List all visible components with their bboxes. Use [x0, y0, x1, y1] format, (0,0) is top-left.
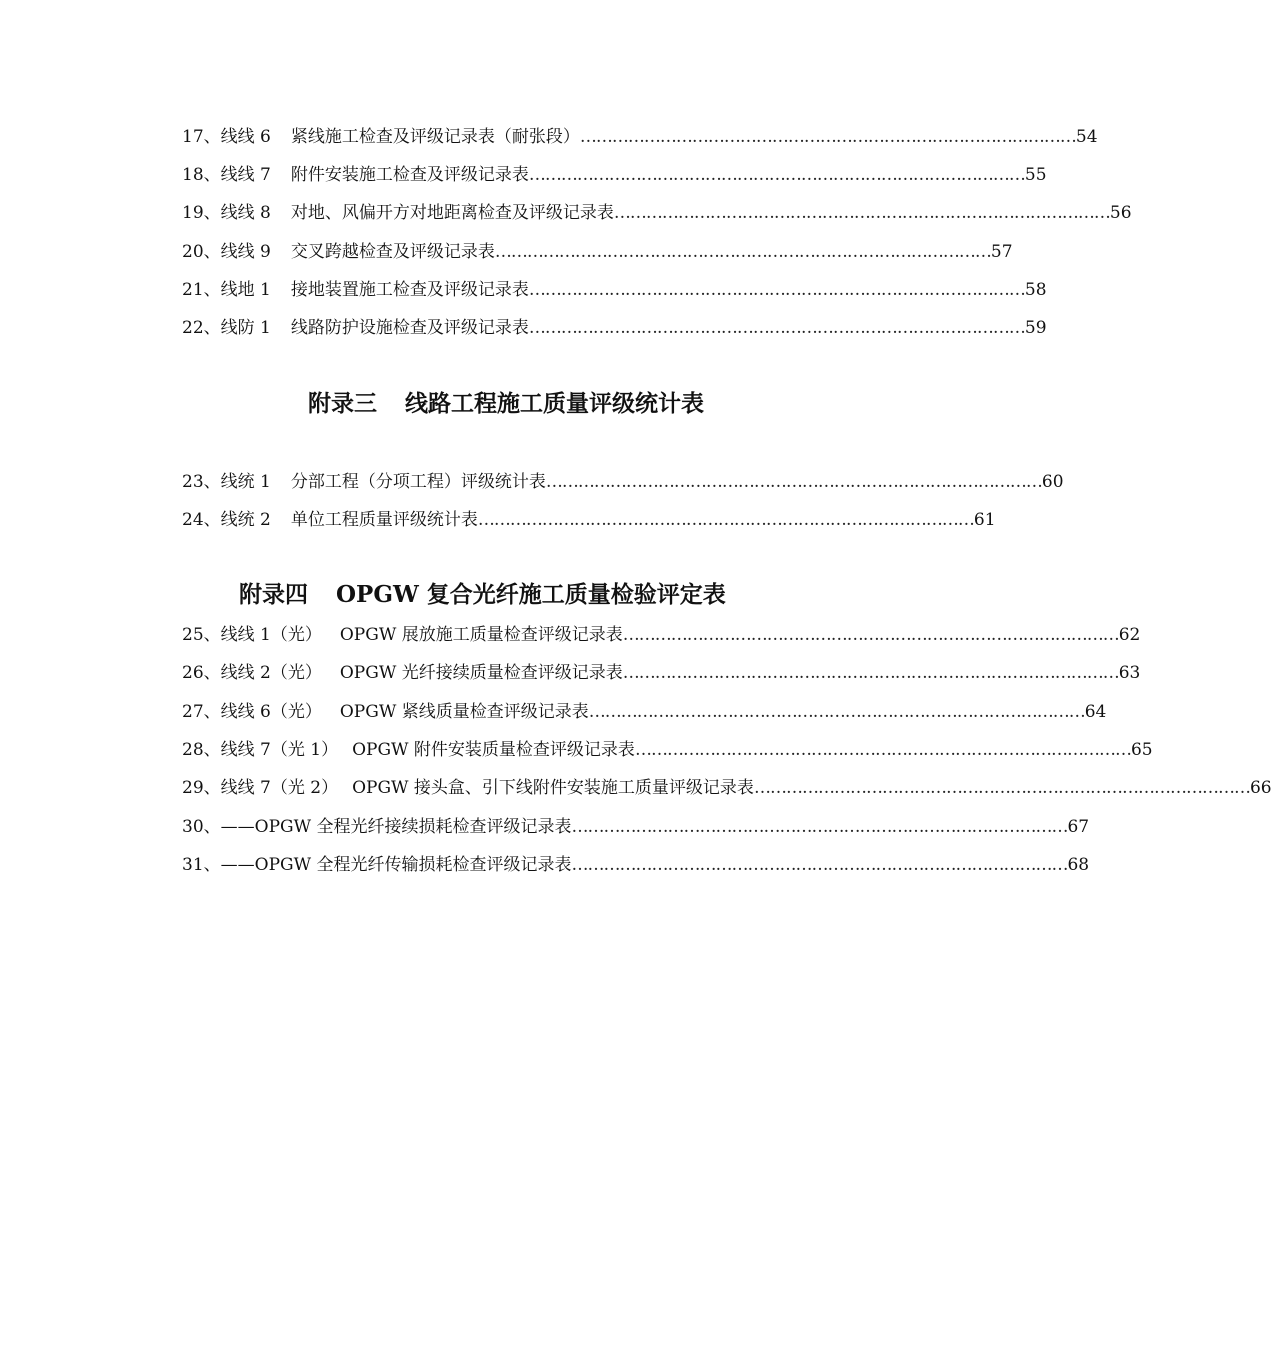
toc-entry-29: [182, 776, 1272, 800]
entry-page-number: 63: [1118, 663, 1141, 683]
entry-number: 18、: [182, 165, 221, 185]
entry-code: 线防 1: [220, 318, 271, 338]
entry-page-number: 56: [1109, 203, 1132, 223]
dot-leader: …………………………………………………………………………………: [753, 778, 1250, 798]
entry-code: 线线 9: [220, 242, 271, 262]
entry-page-number: 64: [1084, 702, 1107, 722]
entry-title: OPGW 紧线质量检查评级记录表: [339, 702, 589, 722]
entry-number: 23、: [182, 472, 221, 492]
entry-title: ——OPGW 全程光纤传输损耗检查评级记录表: [220, 855, 572, 875]
entry-page-number: 59: [1024, 318, 1047, 338]
entry-code: 线线 2（光）: [220, 663, 322, 683]
entry-code: 线地 1: [220, 280, 271, 300]
entry-title: OPGW 光纤接续质量检查评级记录表: [339, 663, 623, 683]
entry-number: 28、: [182, 740, 221, 760]
entry-title: OPGW 附件安装质量检查评级记录表: [352, 740, 635, 760]
appendix-label: 附录三: [308, 390, 377, 417]
toc-entry-22: [182, 316, 1047, 340]
entry-title: ——OPGW 全程光纤接续损耗检查评级记录表: [220, 817, 572, 837]
entry-title: 接地装置施工检查及评级记录表: [290, 280, 529, 300]
dot-leader: …………………………………………………………………………………: [622, 663, 1119, 683]
dot-leader: …………………………………………………………………………………: [494, 242, 991, 262]
entry-number: 24、: [182, 510, 221, 530]
entry-title: 对地、风偏开方对地距离检查及评级记录表: [290, 203, 614, 223]
toc-entry-25: [182, 623, 1141, 647]
dot-leader: …………………………………………………………………………………: [613, 203, 1110, 223]
entry-number: 30、: [182, 817, 221, 837]
entry-page-number: 62: [1118, 625, 1141, 645]
dot-leader: …………………………………………………………………………………: [579, 127, 1076, 147]
entry-code: 线统 2: [220, 510, 271, 530]
entry-page-number: 55: [1024, 165, 1047, 185]
appendix-4-heading: [239, 579, 726, 611]
entry-title: 紧线施工检查及评级记录表（耐张段）: [290, 127, 580, 147]
entry-code: 线线 8: [220, 203, 271, 223]
toc-entry-26: [182, 661, 1141, 685]
entry-number: 22、: [182, 318, 221, 338]
entry-number: 25、: [182, 625, 221, 645]
toc-entry-17: [182, 125, 1098, 149]
appendix-3-heading: [308, 388, 704, 420]
entry-code: 线线 7: [220, 165, 271, 185]
entry-code: 线线 7（光 2）: [220, 778, 339, 798]
entry-page-number: 68: [1067, 855, 1090, 875]
entry-page-number: 58: [1024, 280, 1047, 300]
entry-code: 线线 6: [220, 127, 271, 147]
dot-leader: …………………………………………………………………………………: [528, 280, 1025, 300]
entry-number: 17、: [182, 127, 221, 147]
toc-entry-20: [182, 240, 1013, 264]
toc-entry-21: [182, 278, 1047, 302]
dot-leader: …………………………………………………………………………………: [571, 855, 1068, 875]
entry-number: 29、: [182, 778, 221, 798]
entry-title: OPGW 接头盒、引下线附件安装施工质量评级记录表: [352, 778, 754, 798]
appendix-title: OPGW 复合光纤施工质量检验评定表: [336, 581, 726, 608]
entry-title: 交叉跨越检查及评级记录表: [290, 242, 495, 262]
entry-number: 21、: [182, 280, 221, 300]
entry-number: 31、: [182, 855, 221, 875]
toc-entry-28: [182, 738, 1153, 762]
entry-title: 单位工程质量评级统计表: [290, 510, 478, 530]
entry-page-number: 67: [1067, 817, 1090, 837]
entry-page-number: 54: [1075, 127, 1098, 147]
entry-title: 分部工程（分项工程）评级统计表: [290, 472, 546, 492]
dot-leader: …………………………………………………………………………………: [528, 318, 1025, 338]
toc-entry-23: [182, 470, 1064, 494]
entry-title: OPGW 展放施工质量检查评级记录表: [339, 625, 623, 645]
entry-code: 线线 1（光）: [220, 625, 322, 645]
dot-leader: …………………………………………………………………………………: [477, 510, 974, 530]
dot-leader: …………………………………………………………………………………: [528, 165, 1025, 185]
dot-leader: …………………………………………………………………………………: [622, 625, 1119, 645]
entry-title: 线路防护设施检查及评级记录表: [290, 318, 529, 338]
dot-leader: …………………………………………………………………………………: [545, 472, 1042, 492]
toc-entry-19: [182, 201, 1132, 225]
entry-page-number: 66: [1249, 778, 1272, 798]
entry-code: 线线 6（光）: [220, 702, 322, 722]
dot-leader: …………………………………………………………………………………: [588, 702, 1085, 722]
entry-page-number: 57: [990, 242, 1013, 262]
entry-code: 线统 1: [220, 472, 271, 492]
toc-entry-31: [182, 853, 1090, 877]
entry-page-number: 61: [973, 510, 996, 530]
entry-number: 19、: [182, 203, 221, 223]
entry-code: 线线 7（光 1）: [220, 740, 339, 760]
entry-page-number: 60: [1041, 472, 1064, 492]
entry-number: 27、: [182, 702, 221, 722]
entry-title: 附件安装施工检查及评级记录表: [290, 165, 529, 185]
appendix-label: 附录四: [239, 581, 308, 608]
dot-leader: …………………………………………………………………………………: [634, 740, 1131, 760]
toc-entry-27: [182, 700, 1107, 724]
toc-entry-18: [182, 163, 1047, 187]
dot-leader: …………………………………………………………………………………: [571, 817, 1068, 837]
entry-number: 20、: [182, 242, 221, 262]
entry-number: 26、: [182, 663, 221, 683]
toc-entry-30: [182, 815, 1090, 839]
entry-page-number: 65: [1130, 740, 1153, 760]
toc-entry-24: [182, 508, 996, 532]
appendix-title: 线路工程施工质量评级统计表: [405, 390, 704, 417]
